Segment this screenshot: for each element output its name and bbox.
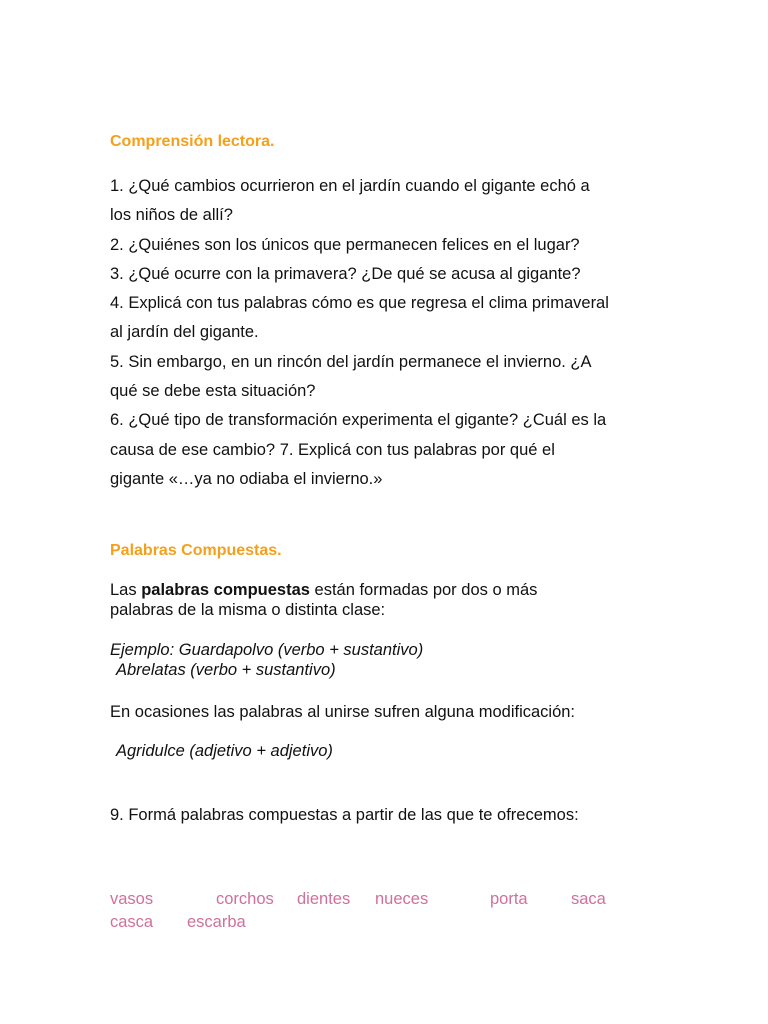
question-5-line-1: 5. Sin embargo, en un rincón del jardín permanece el invierno. ¿A [110,352,592,371]
word-item: vasos [110,890,154,908]
question-5-line-2: qué se debe esta situación? [110,382,316,401]
example-guardapolvo: Ejemplo: Guardapolvo (verbo + sustantivo) [110,641,424,659]
word-item: casca [110,913,154,931]
example-agridulce: Agridulce (adjetivo + adjetivo) [116,742,333,760]
question-6-line-1: 6. ¿Qué tipo de transformación experimenta el gigante? ¿Cuál es la [110,411,607,430]
word-item: dientes [297,890,351,908]
task-instruction: 9. Formá palabras compuestas a partir de las que te ofrecemos: [110,806,579,824]
word-item: corchos [216,890,274,908]
section-heading-palabras-compuestas: Palabras Compuestas. [110,542,282,559]
word-item: escarba [187,913,246,931]
question-1-line-2: los niños de allí? [110,206,233,225]
definition-line-2: palabras de la misma o distinta clase: [110,601,386,619]
word-item: saca [571,890,606,908]
question-2: 2. ¿Quiénes son los únicos que permanecen felices en el lugar? [110,235,580,254]
question-3: 3. ¿Qué ocurre con la primavera? ¿De qué se acusa al gigante? [110,264,581,283]
question-4-line-2: al jardín del gigante. [110,323,259,342]
question-1-line-1: 1. ¿Qué cambios ocurrieron en el jardín cuando el gigante echó a [110,177,590,195]
question-list [110,172,670,494]
modification-note: En ocasiones las palabras al unirse sufren alguna modificación: [110,703,576,721]
question-4-line-1: 4. Explicá con tus palabras cómo es que regresa el clima primaveral [110,294,609,313]
word-item: porta [490,890,528,908]
definition-line-1 [110,580,670,600]
question-6-line-3: gigante «…ya no odiaba el invierno.» [110,469,383,488]
definition-term: palabras compuestas [141,581,310,599]
definition-pre: Las [110,581,142,599]
question-6-line-2: causa de ese cambio? 7. Explicá con tus palabras por qué el [110,440,555,459]
definition-paragraph [110,580,670,620]
definition-post: están formadas por dos o más [309,581,538,599]
word-item: nueces [375,890,429,908]
example-abrelatas: Abrelatas (verbo + sustantivo) [116,661,336,679]
examples-block [110,640,670,680]
section-heading-comprension: Comprensión lectora. [110,133,275,150]
